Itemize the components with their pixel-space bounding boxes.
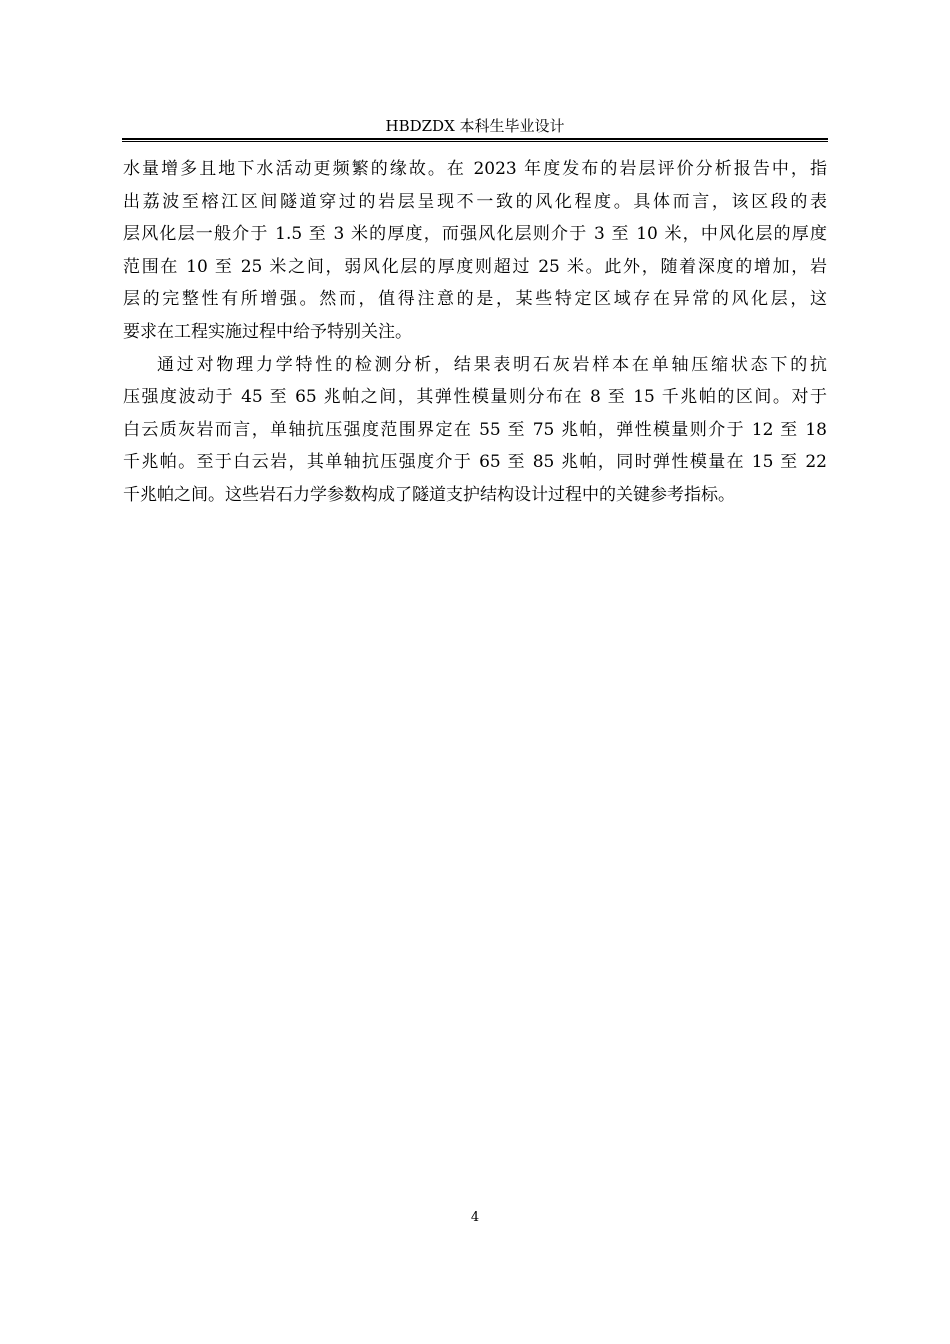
header-rule-thick xyxy=(122,138,828,140)
text-line: 千兆帕之间。这些岩石力学参数构成了隧道支护结构设计过程中的关键参考指标。 xyxy=(123,484,735,505)
text-line: 水量增多且地下水活动更频繁的缘故。在 2023 年度发布的岩层评价分析报告中，指 xyxy=(123,159,827,179)
body-text xyxy=(123,153,827,512)
text-line: 千兆帕。至于白云岩，其单轴抗压强度介于 65 至 85 兆帕，同时弹性模量在 15 至 22 xyxy=(123,452,827,473)
page-header: HBDZDX 本科生毕业设计 xyxy=(385,117,565,135)
text-line: 范围在 10 至 25 米之间，弱风化层的厚度则超过 25 米。此外，随着深度的增加，岩 xyxy=(123,256,827,277)
text-line: 压强度波动于 45 至 65 兆帕之间，其弹性模量则分布在 8 至 15 千兆帕的区间。对于 xyxy=(123,387,827,408)
text-line: 白云质灰岩而言，单轴抗压强度范围界定在 55 至 75 兆帕，弹性模量则介于 12 至 18 xyxy=(123,419,827,440)
text-line: 层风化层一般介于 1.5 至 3 米的厚度，而强风化层则介于 3 至 10 米，中风化层的厚度 xyxy=(123,224,827,245)
paragraph-mechanics xyxy=(123,349,827,512)
page-number: 4 xyxy=(470,1210,480,1225)
text-line: 层的完整性有所增强。然而，值得注意的是，某些特定区域存在异常的风化层，这 xyxy=(123,289,827,310)
text-line: 出荔波至榕江区间隧道穿过的岩层呈现不一致的风化程度。具体而言，该区段的表 xyxy=(123,191,827,212)
paragraph-weathering xyxy=(123,153,827,349)
header-rule-thin xyxy=(122,141,828,142)
text-line: 通过对物理力学特性的检测分析，结果表明石灰岩样本在单轴压缩状态下的抗 xyxy=(157,354,827,375)
text-line: 要求在工程实施过程中给予特别关注。 xyxy=(123,321,412,342)
